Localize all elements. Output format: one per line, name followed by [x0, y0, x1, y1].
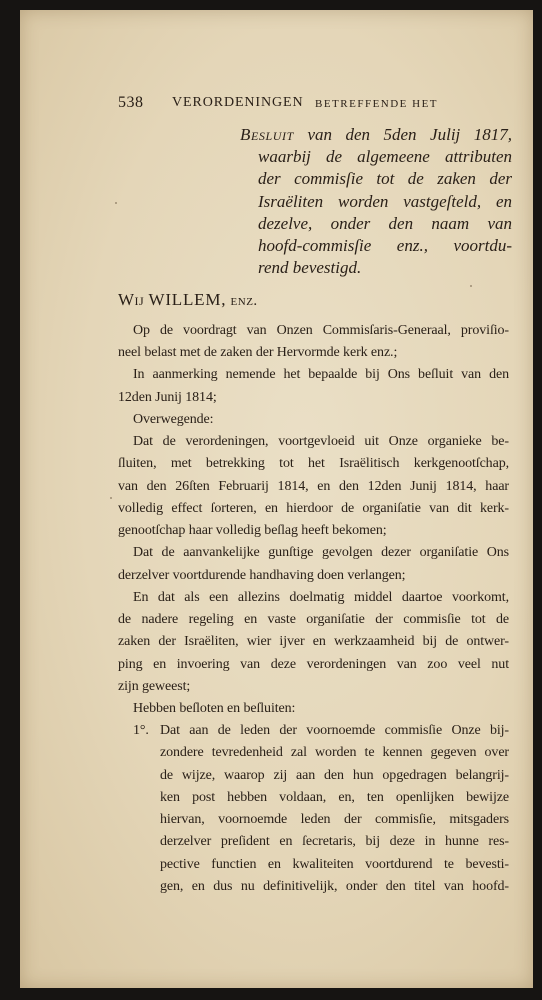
text-line: En dat als een allezins doelmatig middel daartoe voorkomt,	[133, 589, 509, 605]
paragraph	[118, 431, 509, 542]
paper-speck	[110, 497, 112, 499]
salutation	[118, 289, 258, 312]
text-line: genootſchap haar volledig beſlag heeft bekomen;	[118, 523, 387, 539]
text-line: Dat aan de leden der voornoemde commisſie Onze bij-	[160, 723, 509, 739]
running-head-title: VERORDENINGEN	[172, 95, 304, 110]
text-line: ping en invoering van deze verordeningen van zoo veel nut	[118, 656, 509, 672]
text-line: gen, en dus nu definitivelijk, onder den titel van hoofd-	[160, 878, 509, 894]
text-line: ſluiten, met betrekking tot het Israëlitisch kerkgenootſchap,	[118, 456, 509, 472]
decree-lead-word: Besluit	[240, 125, 294, 144]
text-line: Hebben beſloten en beſluiten:	[133, 700, 296, 716]
running-head-title-rest: BETREFFENDE HET	[315, 98, 439, 110]
text-line: Dat de aanvankelijke gunſtige gevolgen dezer organiſatie Ons	[133, 545, 509, 561]
text-line: Overwegende:	[133, 411, 214, 427]
text-line: Dat de verordeningen, voortgevloeid uit Onze organieke be-	[133, 434, 509, 450]
text-line: de nadere regeling en vaste organiſatie der commisſie tot de	[118, 612, 509, 628]
text-line: der commisſie tot de zaken der	[258, 169, 512, 189]
text-line: Op de voordragt van Onzen Commisſaris-Generaal, proviſio-	[133, 323, 509, 338]
running-head	[118, 92, 518, 114]
text-line: Israëliten worden vastgeſteld, en	[258, 191, 512, 211]
paragraph	[118, 587, 509, 698]
decree-title	[240, 124, 513, 279]
text-line: volledig effect ſorteren, en hierdoor de organiſatie van dit kerk-	[118, 500, 509, 516]
text-line: waarbij de algemeene attributen	[258, 147, 512, 167]
text-line: derzelver voortdurende handhaving doen verlangen;	[118, 567, 406, 583]
paragraph	[118, 364, 509, 408]
text-line: neel belast met de zaken der Hervormde kerk enz.;	[118, 345, 398, 361]
text-line: In aanmerking nemende het bepaalde bij Ons beſluit van den	[133, 367, 509, 383]
salutation-suffix: enz.	[230, 293, 258, 309]
text-line: hoofd-commisſie enz., voortdu-	[258, 236, 512, 256]
text-line: pective functien en kwaliteiten voortdurend te bevesti-	[160, 856, 509, 872]
article-1	[118, 720, 509, 898]
text-span: van den 5den Julij 1817,	[307, 125, 513, 144]
paper-speck	[470, 285, 472, 287]
salutation-name: WILLEM,	[148, 290, 227, 309]
text-line: hiervan, voornoemde leden der commisſie, mitsgaders	[160, 812, 509, 828]
text-line: zijn geweest;	[118, 678, 191, 694]
text-line	[240, 124, 512, 146]
text-line: zondere tevredenheid zal worden te kennen gegeven over	[160, 745, 509, 761]
paragraph	[118, 698, 509, 720]
text-line: ken post hebben voldaan, en, ten openlijken bewijze	[160, 789, 509, 805]
article-number: 1°.	[133, 723, 149, 739]
paper-speck	[115, 202, 117, 204]
text-line: dezelve, onder den naam van	[258, 213, 512, 233]
text-line: zaken der Israëliten, wier ijver en werkzaamheid bij de ontwer-	[118, 634, 509, 650]
body-text	[118, 320, 509, 898]
salutation-wij: Wij	[118, 290, 145, 309]
paragraph	[118, 409, 509, 431]
paragraph	[118, 542, 509, 586]
text-line: rend bevestigd.	[258, 258, 362, 278]
paragraph	[118, 320, 509, 364]
text-line: de wijze, waarop zij aan den hun opgedragen belangrij-	[160, 767, 509, 783]
text-line: 12den Junij 1814;	[118, 389, 217, 405]
text-line: derzelver preſident en ſecretaris, bij deze in hunne res-	[160, 834, 509, 850]
text-line: van den 26ſten Februarij 1814, en den 12den Junij 1814, haar	[118, 478, 509, 494]
page-number: 538	[118, 94, 144, 111]
